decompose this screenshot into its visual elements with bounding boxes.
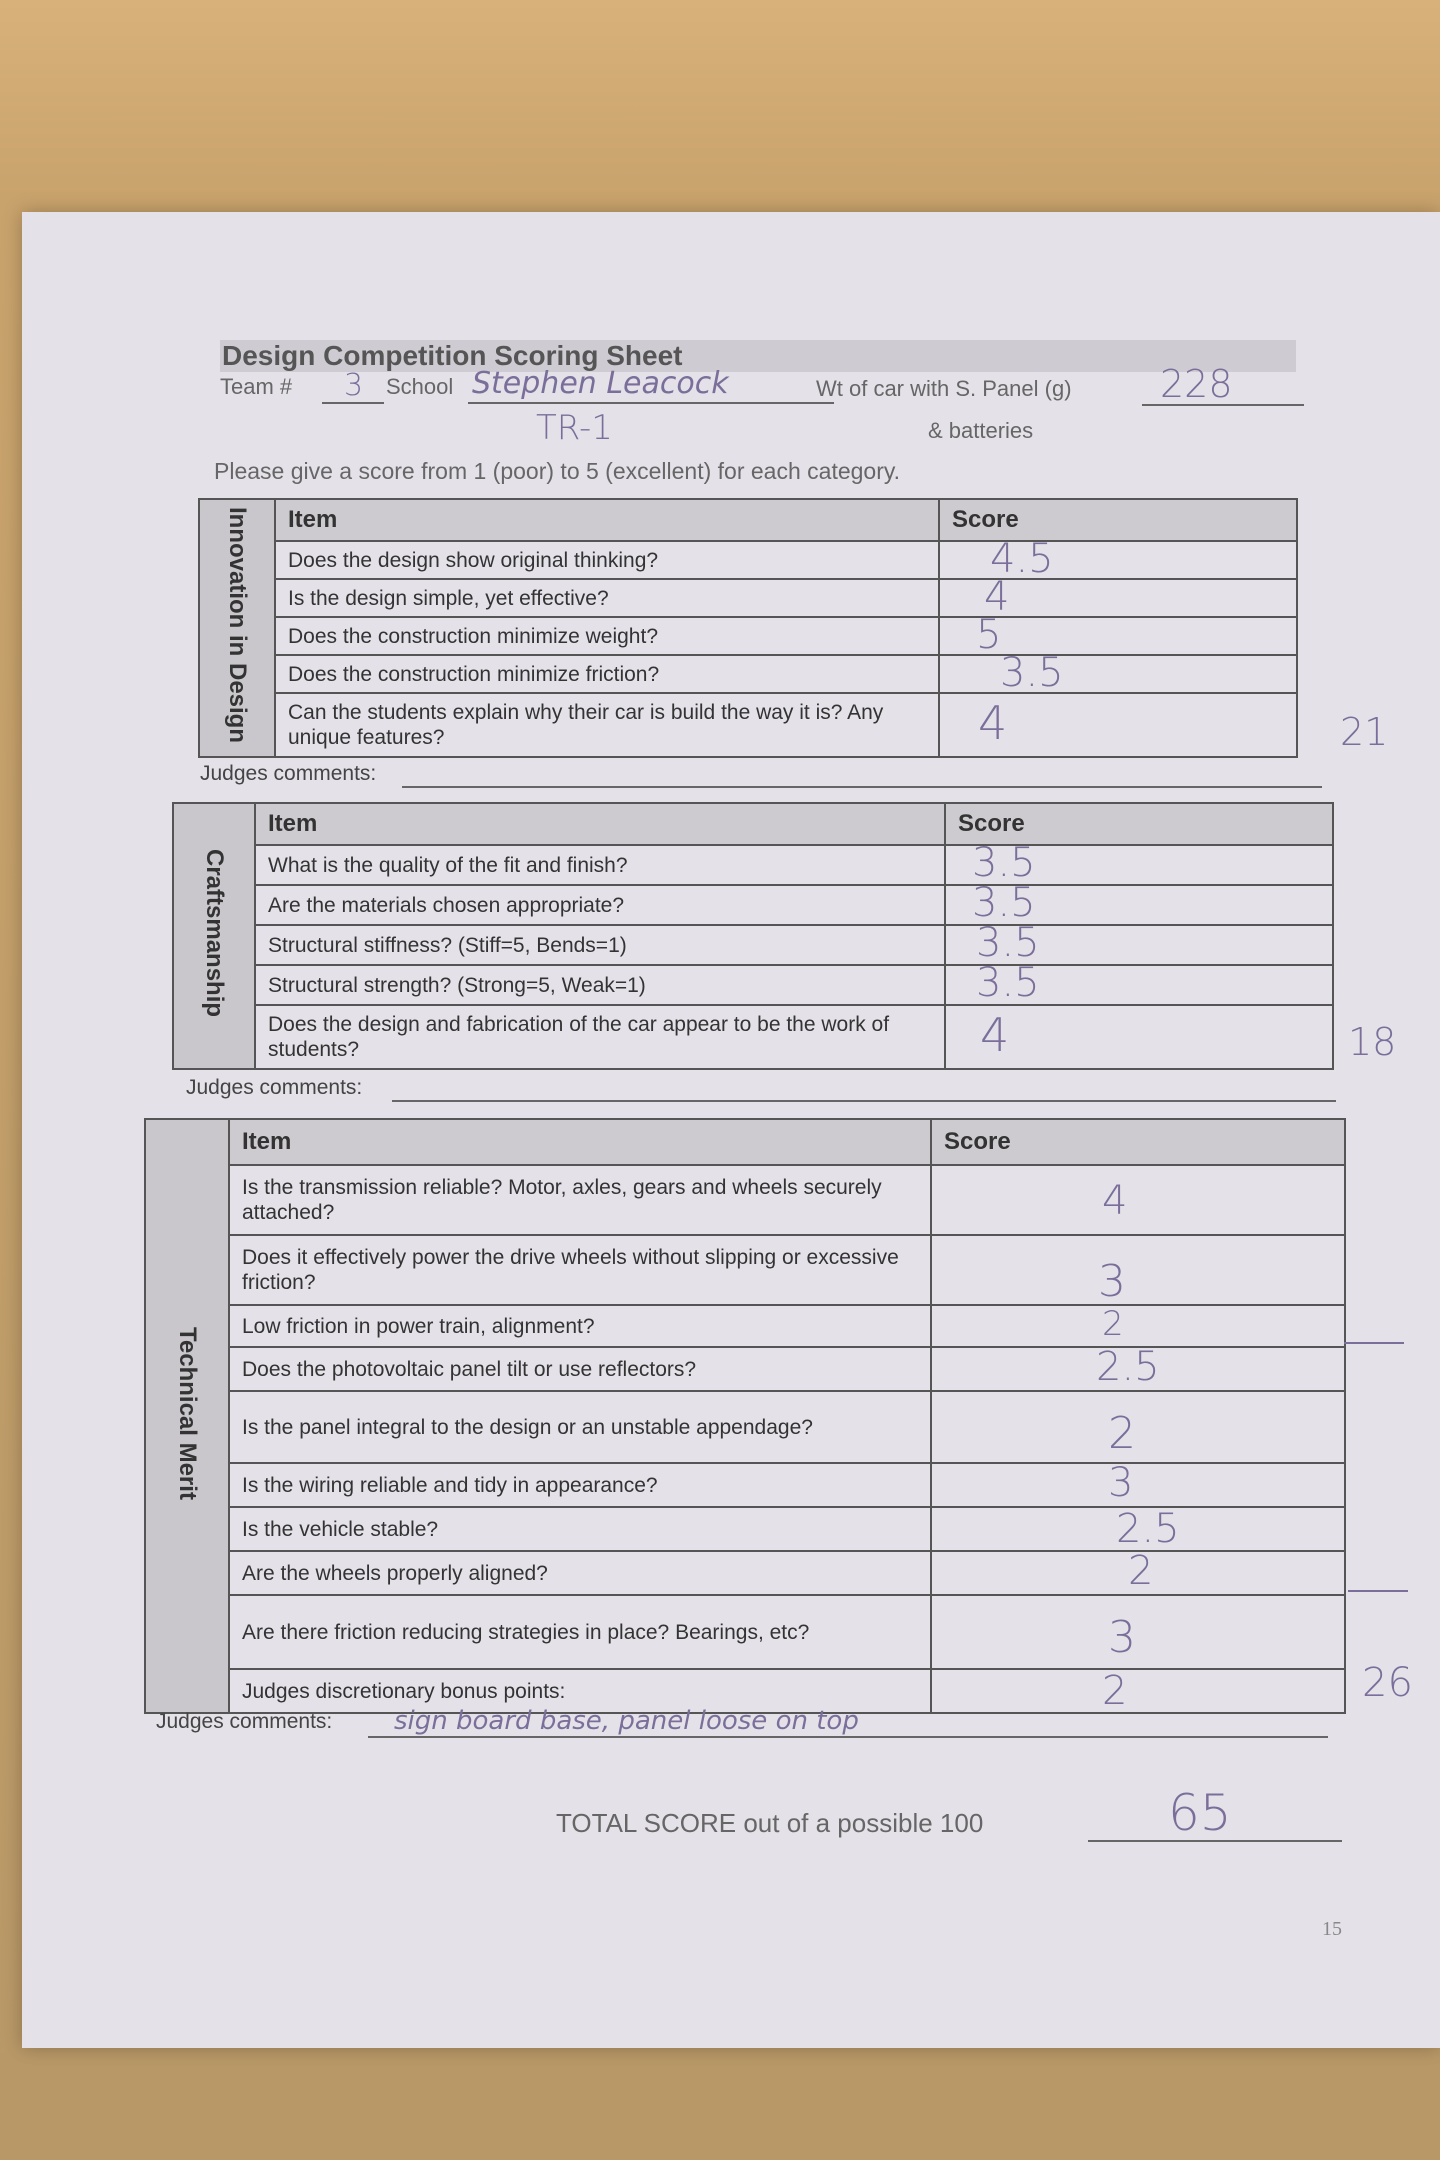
craftsmanship-table: [172, 802, 1334, 1070]
question-cell: Is the wiring reliable and tidy in appearance?: [229, 1463, 931, 1507]
score-cell[interactable]: [931, 1235, 1345, 1305]
table-row: [199, 541, 1297, 579]
school-underline: [468, 402, 834, 404]
question-cell: Are the wheels properly aligned?: [229, 1551, 931, 1595]
school-label: School: [386, 374, 454, 399]
table-row: [145, 1391, 1345, 1463]
table-row: [145, 1551, 1345, 1595]
question-cell: What is the quality of the fit and finish?: [255, 845, 945, 885]
score-cell[interactable]: [931, 1669, 1345, 1713]
section-label: Innovation in Design: [224, 507, 251, 744]
question-cell: Does the design show original thinking?: [275, 541, 939, 579]
score-value: 2: [1108, 1408, 1136, 1459]
section-label-cell: [199, 499, 275, 757]
score-cell[interactable]: [931, 1344, 1345, 1391]
section-label-cell: [145, 1119, 229, 1713]
comments-line[interactable]: [402, 786, 1322, 788]
section-subtotal: 26: [1362, 1660, 1413, 1706]
section-label: Technical Merit: [174, 1327, 201, 1500]
score-cell[interactable]: [931, 1595, 1345, 1669]
subtotal-bracket-top: [1344, 1342, 1404, 1344]
score-value: 4: [980, 1008, 1010, 1062]
score-value: 3.5: [1000, 650, 1064, 696]
score-value: 5: [976, 612, 1002, 658]
question-cell: Low friction in power train, alignment?: [229, 1305, 931, 1347]
score-cell[interactable]: [945, 960, 1333, 1006]
innovation-table: [198, 498, 1298, 758]
table-row: [173, 885, 1333, 925]
instructions: Please give a score from 1 (poor) to 5 (excellent) for each category.: [214, 458, 901, 484]
scoring-sheet-paper: [22, 212, 1440, 2048]
table-row: [173, 845, 1333, 885]
question-cell: Does it effectively power the drive wheels without slipping or excessive friction?: [229, 1235, 931, 1305]
score-value: 2.5: [1116, 1506, 1180, 1552]
question-cell: Structural stiffness? (Stiff=5, Bends=1): [255, 925, 945, 965]
score-value: 2: [1102, 1668, 1128, 1714]
judges-comments-text: sign board base, panel loose on top: [394, 1706, 859, 1736]
table-row: [145, 1347, 1345, 1391]
table-header-row: [199, 499, 1297, 541]
comments-line[interactable]: [368, 1736, 1328, 1738]
question-cell: Does the construction minimize weight?: [275, 617, 939, 655]
item-header: Item: [229, 1119, 931, 1165]
table-row: [199, 693, 1297, 757]
question-cell: Is the transmission reliable? Motor, axles, gears and wheels securely attached?: [229, 1165, 931, 1235]
question-cell: Does the design and fabrication of the car appear to be the work of students?: [255, 1005, 945, 1069]
table-row: [145, 1507, 1345, 1551]
technical-merit-table: [144, 1118, 1346, 1714]
score-value: 3.5: [976, 960, 1040, 1006]
section-label-cell: [173, 803, 255, 1069]
question-cell: Are there friction reducing strategies in place? Bearings, etc?: [229, 1595, 931, 1669]
subtotal-bracket-bottom: [1348, 1590, 1408, 1592]
table-header-row: [145, 1119, 1345, 1165]
table-row: [145, 1235, 1345, 1305]
score-cell[interactable]: [939, 650, 1297, 696]
total-score-label: TOTAL SCORE out of a possible 100: [556, 1808, 984, 1838]
table-row: [145, 1463, 1345, 1507]
team-code: TR-1: [536, 408, 613, 448]
table-row: [199, 655, 1297, 693]
score-cell[interactable]: [945, 880, 1333, 926]
score-cell[interactable]: [945, 920, 1333, 966]
score-cell[interactable]: [939, 693, 1297, 757]
score-cell[interactable]: [931, 1548, 1345, 1595]
score-cell[interactable]: [931, 1460, 1345, 1507]
score-value: 3: [1108, 1612, 1136, 1663]
comments-line[interactable]: [392, 1100, 1336, 1102]
score-value: 4: [1102, 1178, 1128, 1224]
team-value[interactable]: 3: [344, 368, 364, 403]
score-cell[interactable]: [945, 1005, 1333, 1069]
page-number: 15: [1322, 1918, 1342, 1940]
score-cell[interactable]: [945, 840, 1333, 886]
score-cell[interactable]: [931, 1305, 1345, 1347]
score-value: 3: [1098, 1256, 1126, 1307]
table-row: [145, 1165, 1345, 1235]
section-subtotal: 18: [1348, 1020, 1397, 1064]
score-value: 3.5: [972, 840, 1036, 886]
table-header-row: [173, 803, 1333, 845]
item-header: Item: [275, 499, 939, 541]
score-value: 2: [1102, 1304, 1124, 1344]
score-header: Score: [931, 1119, 1345, 1165]
question-cell: Are the materials chosen appropriate?: [255, 885, 945, 925]
item-header: Item: [255, 803, 945, 845]
question-cell: Judges discretionary bonus points:: [229, 1669, 931, 1713]
judges-comments-label: Judges comments:: [156, 1710, 333, 1733]
table-row: [145, 1305, 1345, 1347]
question-cell: Does the photovoltaic panel tilt or use reflectors?: [229, 1347, 931, 1391]
question-cell: Is the design simple, yet effective?: [275, 579, 939, 617]
score-value: 4.5: [990, 536, 1054, 582]
score-cell[interactable]: [939, 612, 1297, 658]
table-row: [199, 617, 1297, 655]
question-cell: Does the construction minimize friction?: [275, 655, 939, 693]
weight-label: Wt of car with S. Panel (g): [816, 376, 1072, 401]
table-row: [173, 965, 1333, 1005]
team-label: Team #: [220, 374, 293, 399]
score-value: 4: [978, 696, 1008, 750]
section-subtotal: 21: [1340, 710, 1389, 754]
score-cell[interactable]: [931, 1165, 1345, 1235]
score-header: Score: [939, 499, 1297, 541]
score-header: Score: [945, 803, 1333, 845]
score-value: 4: [984, 574, 1010, 620]
score-cell[interactable]: [931, 1391, 1345, 1463]
table-row: [173, 925, 1333, 965]
weight-value[interactable]: 228: [1160, 362, 1233, 406]
question-cell: Is the panel integral to the design or an unstable appendage?: [229, 1391, 931, 1463]
score-value: 3: [1108, 1460, 1134, 1506]
school-value[interactable]: Stephen Leacock: [472, 366, 729, 401]
question-cell: Is the vehicle stable?: [229, 1507, 931, 1551]
table-row: [145, 1595, 1345, 1669]
score-cell[interactable]: [931, 1507, 1345, 1551]
total-score-value[interactable]: 65: [1168, 1784, 1232, 1842]
judges-comments-label: Judges comments:: [186, 1076, 363, 1099]
question-cell: Structural strength? (Strong=5, Weak=1): [255, 965, 945, 1005]
section-label: Craftsmanship: [201, 849, 228, 1018]
table-row: [173, 1005, 1333, 1069]
score-value: 3.5: [972, 880, 1036, 926]
table-row: [199, 579, 1297, 617]
score-value: 2.5: [1096, 1344, 1160, 1390]
score-value: 2: [1128, 1548, 1154, 1594]
weight-sublabel: & batteries: [928, 418, 1034, 443]
score-value: 3.5: [976, 920, 1040, 966]
sheet-title: Design Competition Scoring Sheet: [222, 340, 683, 371]
question-cell: Can the students explain why their car is build the way it is? Any unique features?: [275, 693, 939, 757]
judges-comments-label: Judges comments:: [200, 762, 377, 785]
